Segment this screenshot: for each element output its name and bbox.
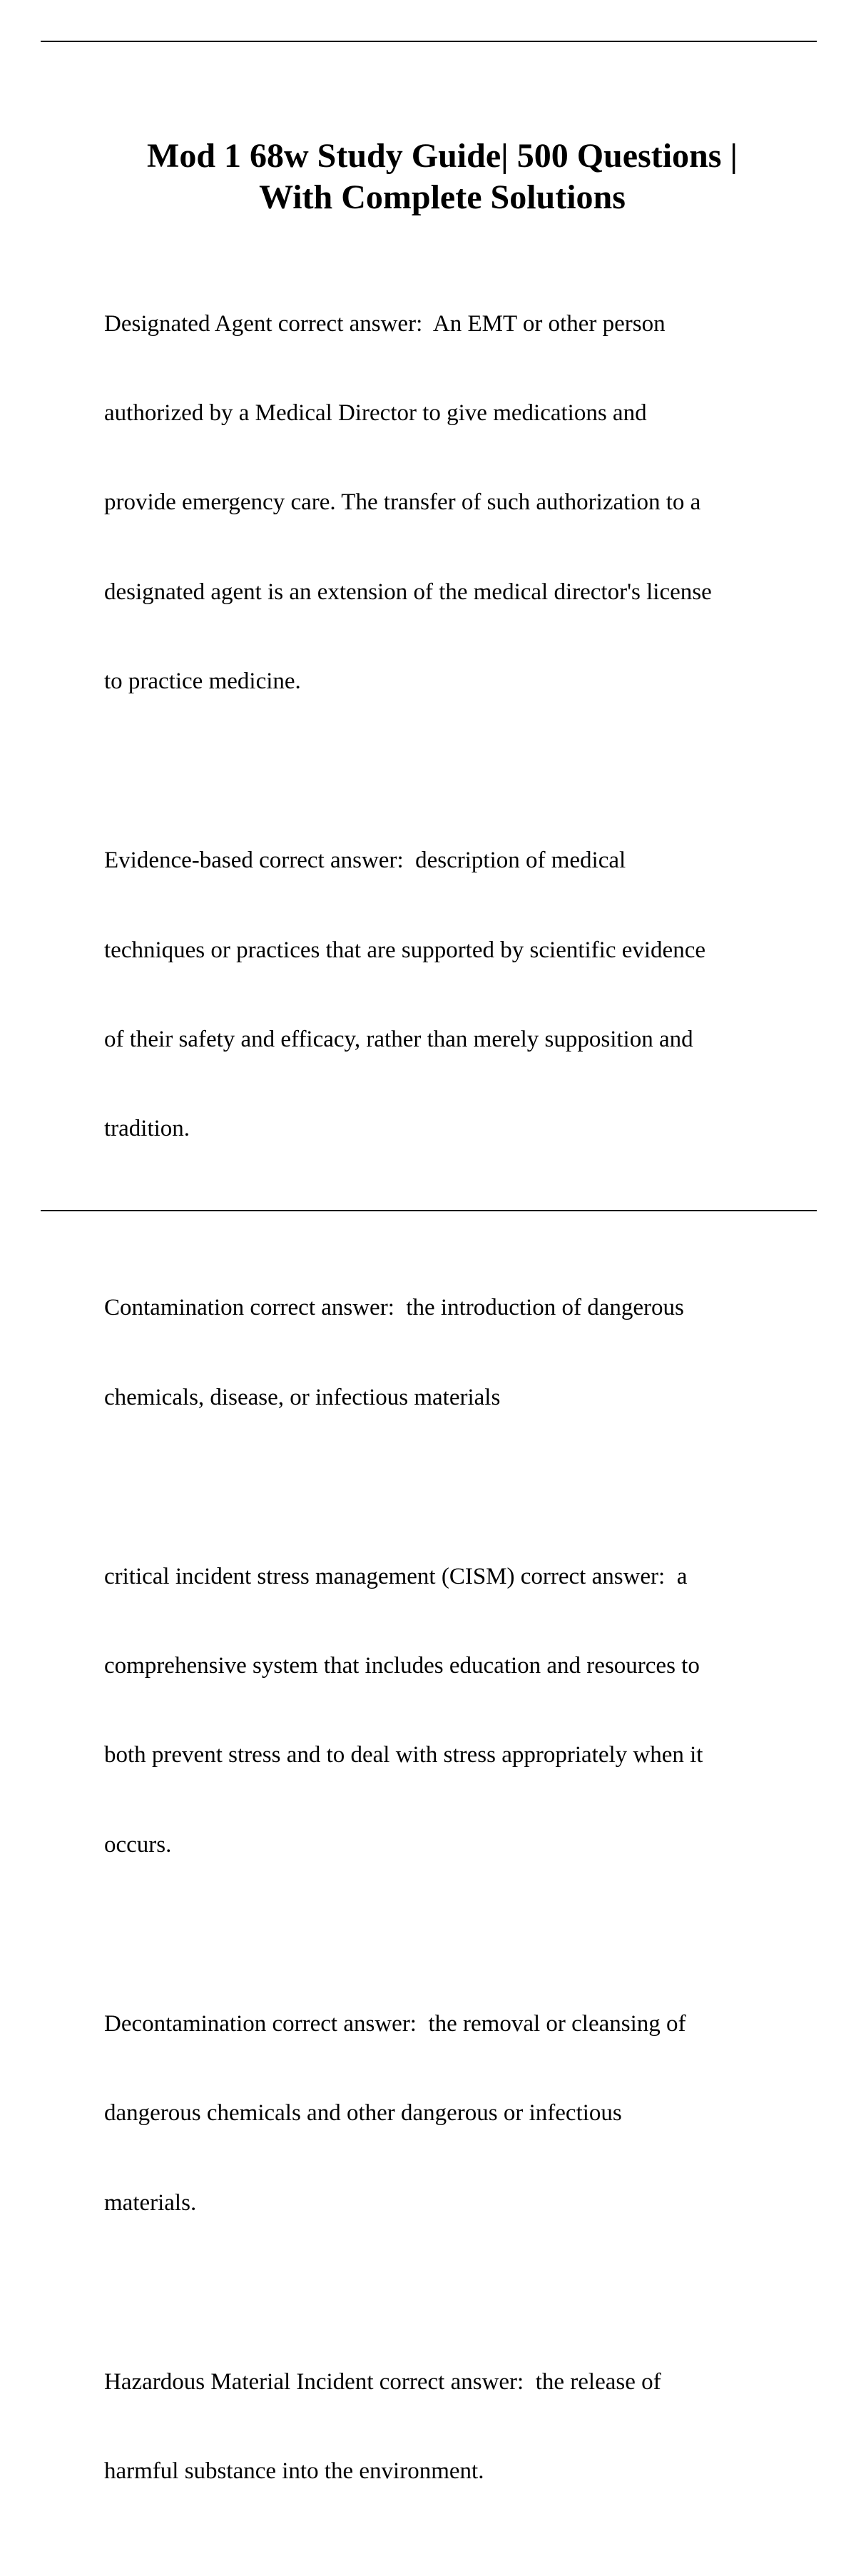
entry-line: Hazardous Material Incident correct answer: the release of bbox=[104, 2368, 661, 2395]
entry-line: techniques or practices that are supported by scientific evidence bbox=[104, 937, 705, 963]
entry-line: harmful substance into the environment. bbox=[104, 2458, 484, 2484]
entry-line: to practice medicine. bbox=[104, 668, 301, 695]
page-title bbox=[71, 136, 813, 218]
entry-line: occurs. bbox=[104, 1831, 172, 1858]
entry-line: Contamination correct answer: the introduction of dangerous bbox=[104, 1295, 684, 1321]
bottom-divider bbox=[41, 1210, 817, 1211]
entry-line: Designated Agent correct answer: An EMT or other person bbox=[104, 310, 666, 337]
entry-designated-agent bbox=[104, 250, 782, 757]
title-line-1: Mod 1 68w Study Guide| 500 Questions | bbox=[147, 137, 738, 175]
entry-line: tradition. bbox=[104, 1116, 190, 1142]
top-divider bbox=[41, 41, 817, 42]
entry-line: both prevent stress and to deal with stress appropriately when it bbox=[104, 1742, 703, 1768]
entry-line: designated agent is an extension of the medical director's license bbox=[104, 579, 712, 605]
entry-line: materials. bbox=[104, 2189, 197, 2216]
entry-list bbox=[104, 250, 782, 2576]
entry-line: provide emergency care. The transfer of such authorization to a bbox=[104, 489, 701, 516]
entry-line: critical incident stress management (CISM) correct answer: a bbox=[104, 1563, 688, 1589]
entry-contamination bbox=[104, 1234, 782, 1472]
entry-line: of their safety and efficacy, rather than merely supposition and bbox=[104, 1026, 693, 1052]
entry-evidence-based bbox=[104, 787, 782, 1204]
entry-line: chemicals, disease, or infectious materials bbox=[104, 1384, 501, 1410]
entry-hazardous-material-incident bbox=[104, 2308, 782, 2546]
entry-line: comprehensive system that includes education and resources to bbox=[104, 1653, 700, 1679]
entry-line: Decontamination correct answer: the removal or cleansing of bbox=[104, 2010, 686, 2037]
entry-decontamination bbox=[104, 1950, 782, 2278]
title-line-2: With Complete Solutions bbox=[259, 178, 626, 216]
entry-cism bbox=[104, 1502, 782, 1920]
entry-line: Evidence-based correct answer: description of medical bbox=[104, 847, 626, 874]
entry-line: dangerous chemicals and other dangerous or infectious bbox=[104, 2100, 622, 2127]
entry-line: authorized by a Medical Director to give medications and bbox=[104, 399, 647, 426]
